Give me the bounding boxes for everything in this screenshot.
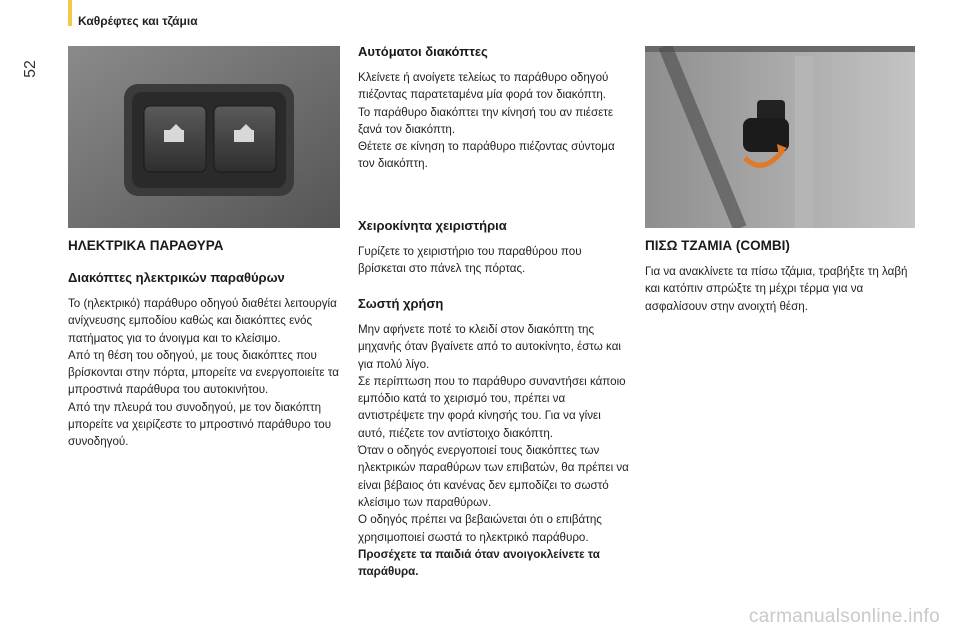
rear-window-latch-photo [645, 46, 915, 228]
paragraph: Θέτετε σε κίνηση το παράθυρο πιέζοντας σύντομα τον διακόπτη. [358, 140, 615, 171]
correct-use-text [358, 321, 630, 580]
paragraph: Από την πλευρά του συνοδηγού, με τον διακόπτη μπορείτε να χειρίζεστε το μπροστινό παράθυρο του συνοδηγού. [68, 400, 332, 449]
rear-windows-section [645, 238, 915, 315]
rear-window-latch-illustration [645, 46, 915, 228]
paragraph: Ο οδηγός πρέπει να βεβαιώνεται ότι ο επιβάτης χρησιμοποιεί σωστά το ηλεκτρικό παράθυρο. [358, 513, 602, 544]
manual-controls-text: Γυρίζετε το χειριστήριο του παραθύρου που βρίσκεται στο πάνελ της πόρτας. [358, 245, 582, 276]
manual-controls-section [358, 218, 630, 278]
page-number: 52 [21, 60, 39, 78]
electric-windows-heading: ΗΛΕΚΤΡΙΚΑ ΠΑΡΑΘΥΡΑ [68, 238, 224, 253]
paragraph: Σε περίπτωση που το παράθυρο συναντήσει κάποιο εμπόδιο κατά το χειρισμό του, πρέπει να αντιστρέψετε την φορά κίνησής του. Για να γίνει αυτό, πιέζετε τον αντίστοιχο διακόπτη. [358, 374, 626, 440]
header-accent-bar [68, 0, 72, 26]
section-title: Καθρέφτες και τζάμια [78, 14, 198, 28]
rear-windows-heading: ΠΙΣΩ ΤΖΑΜΙΑ (COMBI) [645, 238, 790, 253]
paragraph: Κλείνετε ή ανοίγετε τελείως το παράθυρο οδηγού πιέζοντας παρατεταμένα μία φορά τον διακόπτη. [358, 71, 609, 102]
rear-windows-text: Για να ανακλίνετε τα πίσω τζάμια, τραβήξτε τη λαβή και κατόπιν σπρώξτε τη μέχρι τέρμα για να ασφαλίσουν στην ανοιχτή θέση. [645, 265, 908, 313]
paragraph: Το (ηλεκτρικό) παράθυρο οδηγού διαθέτει λειτουργία ανίχνευσης εμποδίου καθώς και διακόπτες ενός πατήματος για το άνοιγμα και το κλείσιμο. [68, 297, 337, 345]
children-warning: Προσέχετε τα παιδιά όταν ανοιγοκλείνετε τα παράθυρα. [358, 547, 600, 579]
auto-switches-text [358, 69, 630, 173]
window-switches-text [68, 295, 340, 451]
paragraph: Όταν ο οδηγός ενεργοποιεί τους διακόπτες των ηλεκτρικών παραθύρων των επιβατών, θα πρέπει να είναι βέβαιος ότι κανένας δεν εμποδίζει το σωστό κλείσιμο των παραθύρων. [358, 444, 629, 509]
window-switches-photo [68, 46, 340, 228]
paragraph: Μην αφήνετε ποτέ το κλειδί στον διακόπτη της μηχανής όταν βγαίνετε από το αυτοκίνητο, έστω και για πολύ λίγο. [358, 323, 621, 371]
paragraph: Το παράθυρο διακόπτει την κίνησή του αν πιέσετε ξανά τον διακόπτη. [358, 105, 614, 136]
paragraph: Από τη θέση του οδηγού, με τους διακόπτες που βρίσκονται στην πόρτα, μπορείτε να ενεργοποιείτε τα μπροστινά παράθυρα του αυτοκινήτου. [68, 348, 339, 397]
auto-switches-section [358, 44, 630, 173]
correct-use-heading: Σωστή χρήση [358, 296, 444, 311]
window-switches-subheading: Διακόπτες ηλεκτρικών παραθύρων [68, 270, 285, 285]
page-number-area [0, 0, 50, 100]
electric-windows-section [68, 238, 340, 451]
manual-controls-heading: Χειροκίνητα χειριστήρια [358, 218, 507, 233]
window-switches-illustration [68, 46, 340, 228]
auto-switches-heading: Αυτόματοι διακόπτες [358, 44, 488, 59]
watermark: carmanualsonline.info [748, 606, 940, 627]
correct-use-section [358, 296, 630, 580]
